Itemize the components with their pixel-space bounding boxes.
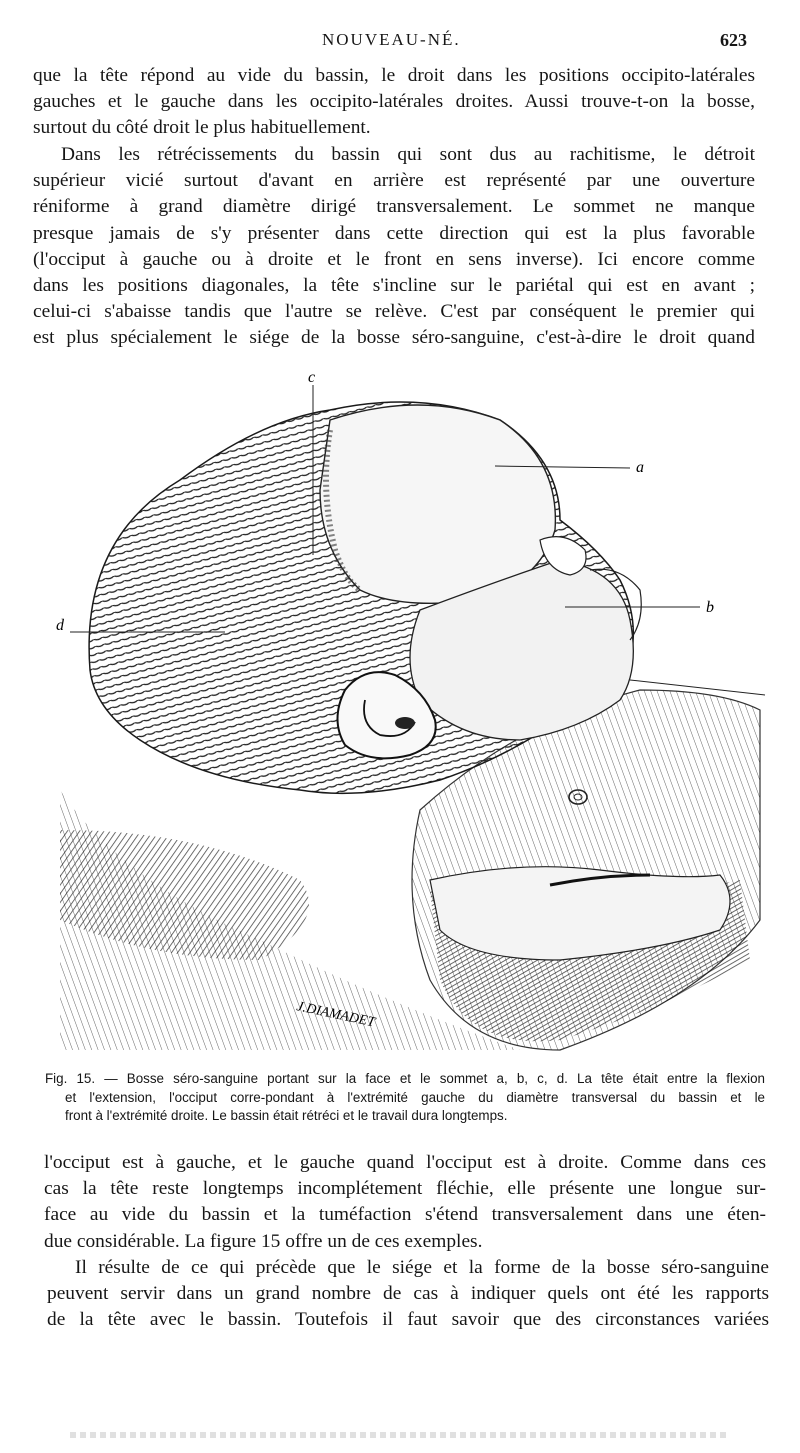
page-number: 623 — [720, 30, 747, 50]
text-line: gauches et le gauche dans les occipito-latérales droites. Aussi trouve-t-on la bosse, — [33, 91, 755, 113]
bleed-through-noise — [70, 1432, 730, 1438]
text-line: l'occiput est à gauche, et le gauche quand l'occiput est à droite. Comme dans ces — [44, 1152, 766, 1173]
engraver-signature: J.DIAMADET — [295, 999, 377, 1031]
text-line: dans les positions diagonales, la tête s'incline sur le pariétal qui est en avant ; — [33, 275, 755, 297]
text-line: peuvent servir dans un grand nombre de cas à indiquer quels ont été les rapports — [47, 1283, 769, 1305]
text-line: réniforme à grand diamètre dirigé transversalement. Le sommet ne manque — [33, 196, 755, 218]
text-line: due considérable. La figure 15 offre un de ces exemples. — [44, 1230, 483, 1252]
running-title: NOUVEAU-NÉ. — [322, 30, 461, 49]
text-line: cas la tête reste longtemps incomplétement fléchie, elle présente une longue sur- — [44, 1178, 766, 1200]
paragraph-4 — [47, 1255, 769, 1334]
caption-line: et l'extension, l'occiput corre-pondant à l'extrémité gauche du diamètre transversal du bassin et le — [65, 1089, 765, 1105]
text-line: de la tête avec le bassin. Toutefois il faut savoir que des circonstances variées — [47, 1309, 769, 1331]
figure-label-d: d — [56, 617, 64, 634]
caption-line: Fig. 15. — Bosse séro-sanguine portant sur la face et le sommet a, b, c, d. La tête était entre la flexion — [45, 1071, 765, 1086]
text-line: surtout du côté droit le plus habituellement. — [33, 117, 371, 139]
text-line: (l'occiput à gauche ou à droite et le front en sens inverse). Ici encore comme — [33, 248, 755, 270]
paragraph-2 — [33, 142, 755, 352]
caption-line: front à l'extrémité droite. Le bassin était rétréci et le travail dura longtemps. — [65, 1108, 508, 1123]
text-line: supérieur vicié surtout d'avant en arrière est représenté par une ouverture — [33, 170, 755, 192]
page-header — [0, 30, 800, 56]
paragraph-1 — [33, 63, 755, 142]
text-line: celui-ci s'abaisse tandis que l'autre se relève. C'est par conséquent le premier qui — [33, 301, 755, 323]
figure-label-b: b — [706, 599, 714, 616]
text-line: Dans les rétrécissements du bassin qui sont dus au rachitisme, le détroit — [61, 144, 755, 165]
text-line: Il résulte de ce qui précède que le siége et la forme de la bosse séro-sanguine — [75, 1257, 769, 1278]
figure-label-a: a — [636, 459, 644, 476]
text-line: que la tête répond au vide du bassin, le droit dans les positions occipito-latérales — [33, 65, 755, 86]
figure-caption — [45, 1070, 765, 1126]
text-line: presque jamais de s'y présenter dans cette direction qui est la plus favorable — [33, 222, 755, 244]
figure-label-c: c — [308, 369, 316, 386]
newborn-head-illustration — [0, 360, 800, 1060]
text-line: est plus spécialement le siége de la bosse séro-sanguine, c'est-à-dire le droit quand — [33, 327, 755, 349]
engraving-figure — [0, 360, 800, 1060]
text-line: face au vide du bassin et la tuméfaction s'étend transversalement dans une éten- — [44, 1204, 766, 1226]
paragraph-3 — [44, 1150, 766, 1255]
